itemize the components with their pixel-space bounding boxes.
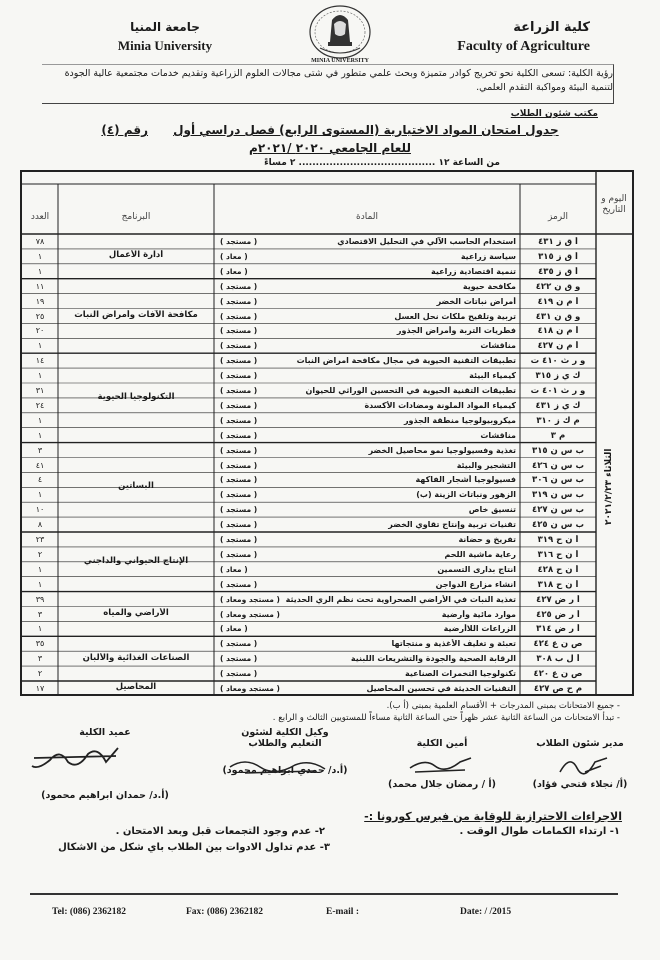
student-count: ١ — [37, 251, 43, 261]
program-name: الإنتاج الحيواني والداجني — [83, 555, 189, 566]
course-name: كيمياء المواد الملونة ومضادات الأكسدة — [364, 400, 516, 410]
course-code: ك ي ز ٤٣١ — [535, 400, 581, 411]
student-count: ١ — [37, 579, 43, 589]
enrollment-status: ( مستجد ) — [220, 669, 258, 679]
student-count: ١٧ — [35, 684, 45, 693]
course-name: تغذية النبات في الأراضي الصحراوية تحت نظم الري الحديثة — [285, 594, 516, 604]
course-code: ب س ن ٤٢٦ — [532, 460, 584, 471]
course-name: تطبيقات التقنية الحيوية في مجال مكافحة امراض النبات — [296, 356, 516, 366]
course-code: م ك ز ٣١٠ — [536, 415, 580, 426]
handwritten-signature — [405, 752, 475, 776]
faculty-vision: رؤية الكلية: تسعى الكلية نحو تخريج كوادر متميزة وبحث علمي متطور في شتى مجالات العلوم الزراعية وتقديم خدمات مجتمعية عالية الجودة لتنمية البيئة ومواكبة التقدم العلمي. — [64, 68, 613, 93]
course-name: سياسة زراعية — [460, 251, 516, 261]
signature-name: (أ.د/ حمدان ابراهيم محمود) — [41, 790, 169, 801]
student-count: ٢٥ — [35, 311, 45, 321]
handwritten-signature — [225, 755, 335, 779]
course-code: ب س ن ٣١٩ — [532, 490, 584, 501]
student-count: ٨ — [37, 520, 43, 530]
student-count: ٣١ — [35, 386, 45, 395]
enrollment-status: ( مستجد ) — [220, 490, 258, 500]
university-name-en: Minia University — [117, 38, 213, 53]
precaution-item: ٣- عدم تداول الادوات بين الطلاب باي شكل من الاشكال — [58, 842, 330, 853]
student-count: ٣ — [37, 609, 43, 619]
logo-caption: MINIA UNIVERSITY — [311, 58, 369, 64]
signature-name: (أ.د/ حمدي ابراهيم محمود) — [222, 765, 348, 776]
course-name: رعاية ماشية اللحم — [444, 549, 516, 559]
enrollment-status: ( مستجد ) — [220, 386, 258, 395]
student-count: ٢ — [37, 549, 43, 559]
student-count: ١ — [37, 564, 43, 574]
enrollment-status: ( مستجد ومعاد ) — [220, 684, 280, 693]
course-code: أ ر ض ٤٢٧ — [536, 594, 580, 605]
enrollment-status: ( مستجد ) — [220, 475, 258, 485]
footer-divider — [30, 893, 618, 895]
course-code: أ م ن ٤١٩ — [537, 296, 579, 307]
course-name: تنمية اقتصادية زراعية — [431, 266, 516, 276]
signature-title: أمين الكلية — [416, 738, 468, 749]
course-name: فسيولوجيا أشجار الفاكهة — [415, 475, 516, 485]
course-code: أ م ن ٤١٨ — [537, 326, 579, 337]
enrollment-status: ( معاد ) — [220, 624, 248, 634]
enrollment-status: ( مستجد ) — [220, 341, 258, 351]
footer-email: E-mail : — [326, 907, 359, 917]
header-count: العدد — [30, 212, 50, 222]
course-name: تكنولوجيا التخمرات الصناعية — [405, 669, 516, 679]
course-code: أ ن ح ٣١٨ — [537, 579, 579, 590]
course-name: تفريخ و حضانة — [458, 535, 516, 544]
note-line: - تبدأ الامتحانات من الساعة الثانية عشر ظهراً حتى الساعة الثانية مساءاً للمستويين الثالث و الرابع . — [272, 713, 620, 723]
enrollment-status: ( مستجد ) — [220, 311, 258, 321]
student-count: ١ — [37, 624, 43, 634]
course-code: ص ن ع ٤٢٤ — [533, 639, 583, 650]
course-name: الرقابة الصحية والجودة والتشريعات اللبنية — [350, 654, 516, 664]
course-name: مناقشات — [480, 430, 516, 440]
student-count: ١٤ — [35, 356, 45, 366]
course-code: أ ن ح ٣١٦ — [537, 549, 579, 560]
course-code: و ر ث ٤٠١ ت — [530, 386, 586, 396]
course-name: كيمياء البيئة — [469, 371, 516, 381]
exam-schedule-table — [20, 170, 634, 696]
course-name: فطريات التربة وأمراض الجذور — [396, 326, 516, 336]
program-name: التكنولوجيا الحيوية — [97, 391, 175, 402]
course-name: أمراض نباتات الخضر — [436, 296, 516, 306]
enrollment-status: ( مستجد ) — [220, 356, 258, 366]
enrollment-status: ( مستجد ) — [220, 415, 258, 425]
course-code: ك ي ز ٣١٥ — [535, 371, 581, 382]
enrollment-status: ( مستجد ) — [220, 400, 258, 410]
course-code: ب س ن ٣١٥ — [532, 445, 584, 456]
course-code: أ ر ض ٤٢٥ — [536, 609, 580, 620]
student-count: ٢٤ — [35, 400, 45, 410]
exam-time: من الساعة ١٢ ........................................ ٢ مساءً — [264, 158, 500, 168]
course-name: مناقشات — [480, 341, 516, 351]
footer-fax: Fax: (086) 2362182 — [186, 907, 264, 917]
course-code: أ ق ز ٤٣٥ — [538, 266, 578, 277]
footer-date: Date: / /2015 — [460, 907, 512, 917]
course-code: أ ق ز ٤٣١ — [538, 237, 578, 247]
enrollment-status: ( مستجد ) — [220, 639, 258, 649]
course-name: استخدام الحاسب الآلي في التحليل الاقتصادي — [337, 237, 516, 246]
university-block — [90, 20, 240, 54]
student-count: ٢٠ — [35, 326, 45, 336]
course-name: التشجير والبيئة — [456, 460, 516, 470]
course-name: تربية وتلقيح ملكات نحل العسل — [394, 311, 516, 321]
course-name: التقنيات الحديثة في تحسين المحاصيل — [366, 684, 516, 693]
course-code: و ق ن ٤٢٢ — [535, 281, 581, 292]
program-name: الأراضي والمياه — [103, 607, 169, 618]
enrollment-status: ( مستجد ) — [220, 371, 258, 381]
precaution-item: ٢- عدم وجود التجمعات قبل وبعد الامتحان . — [115, 826, 325, 837]
student-count: ٧٨ — [35, 237, 45, 246]
schedule-title — [0, 123, 660, 137]
course-code: أ ن ح ٣١٩ — [537, 535, 579, 545]
header-code: الرمز — [548, 212, 568, 222]
signature-name: (أ / رمضان جلال محمد) — [388, 779, 496, 790]
course-name: انشاء مزارع الدواجن — [435, 579, 516, 589]
signature-title: وكيل الكلية لشئون التعليم والطلاب — [241, 727, 329, 749]
course-code: أ ق ز ٣١٥ — [538, 251, 578, 262]
course-name: تنسيق خاص — [468, 505, 516, 515]
course-name: تعبئة و تغليف الأغذية و منتجاتها — [391, 639, 516, 649]
course-name: ميكروبيولوجيا منطقة الجذور — [403, 415, 516, 425]
student-count: ١ — [37, 266, 43, 276]
enrollment-status: ( مستجد ) — [220, 654, 258, 664]
course-name: تقنيات تربية وإنتاج تقاوي الخضر — [388, 520, 516, 530]
university-logo-icon — [300, 4, 380, 64]
faculty-name-en: Faculty of Agriculture — [457, 39, 590, 54]
course-name: مكافحة حيوية — [462, 281, 516, 291]
enrollment-status: ( مستجد ) — [220, 326, 258, 336]
student-count: ٣٩ — [35, 594, 45, 604]
course-code: أ م ن ٤٢٧ — [537, 341, 579, 352]
enrollment-status: ( مستجد ومعاد ) — [220, 609, 280, 619]
course-name: الزراعات اللاأرضية — [443, 624, 516, 634]
student-count: ١ — [37, 430, 43, 440]
student-count: ١ — [37, 371, 43, 381]
student-count: ٢ — [37, 669, 43, 679]
student-count: ١ — [37, 415, 43, 425]
enrollment-status: ( مستجد ) — [220, 460, 258, 470]
faculty-name-ar: كلية الزراعة — [513, 20, 590, 35]
course-code: م ح ص ٤٢٧ — [533, 684, 583, 694]
enrollment-status: ( مستجد ) — [220, 579, 258, 589]
program-name: أدارة الأعمال — [108, 250, 164, 261]
enrollment-status: ( مستجد ومعاد ) — [220, 594, 280, 604]
handwritten-signature — [555, 750, 615, 780]
schedule-number: رقم (٤) — [101, 123, 149, 137]
footer-tel: Tel: (086) 2362182 — [52, 907, 127, 917]
enrollment-status: ( مستجد ) — [220, 430, 258, 440]
signature-title: مدير شئون الطلاب — [536, 738, 624, 749]
signature-title: عميد الكلية — [79, 727, 131, 738]
student-count: ١٩ — [35, 296, 45, 306]
enrollment-status: ( مستجد ) — [220, 549, 258, 559]
enrollment-status: ( معاد ) — [220, 251, 248, 261]
course-name: تغذية وفسيولوجيا نمو محاصيل الخضر — [368, 445, 516, 455]
student-count: ٣ — [37, 654, 43, 664]
student-count: ٤١ — [35, 460, 45, 470]
course-name: تطبيقات التقنية الحيوية في التحسين الوراثي للحيوان — [305, 386, 516, 395]
program-name: المحاصيل — [115, 682, 157, 693]
course-code: ب س ن ٣٠٦ — [532, 475, 584, 486]
enrollment-status: ( معاد ) — [220, 564, 248, 574]
course-name: الزهور ونباتات الزينة (ب) — [416, 490, 516, 500]
enrollment-status: ( مستجد ) — [220, 445, 258, 455]
program-name: مكافحة الآفات وأمراض النبات — [74, 309, 198, 320]
enrollment-status: ( مستجد ) — [220, 281, 258, 291]
enrollment-status: ( معاد ) — [220, 266, 248, 276]
exam-notes — [20, 700, 620, 724]
student-count: ٢٣ — [35, 535, 45, 544]
student-count: ١٠ — [35, 505, 45, 515]
enrollment-status: ( مستجد ) — [220, 296, 258, 306]
enrollment-status: ( مستجد ) — [220, 520, 258, 530]
handwritten-signature — [28, 740, 123, 776]
student-count: ١ — [37, 490, 43, 500]
student-count: ١ — [37, 341, 43, 351]
enrollment-status: ( مستجد ) — [220, 505, 258, 515]
course-code: م ٣ — [550, 430, 566, 441]
course-code: ص ن ع ٤٢٠ — [533, 669, 583, 680]
course-code: ب س ن ٤٢٥ — [532, 520, 584, 531]
schedule-title-text: جدول امتحان المواد الاختيارية (المستوى الرابع) فصل دراسي أول — [173, 123, 559, 137]
header-day-date: اليوم و التاريخ — [601, 194, 627, 215]
course-code: ب س ن ٤٢٧ — [532, 505, 584, 516]
course-code: و ر ث ٤١٠ ت — [530, 356, 586, 367]
course-code: و ق ن ٤٣١ — [535, 311, 581, 322]
signature-name: (أ/ نجلاء فتحي فؤاد) — [532, 779, 628, 790]
office-label: مكتب شئون الطلاب — [510, 109, 598, 119]
course-code: أ ن ح ٤٢٨ — [537, 564, 579, 575]
program-name: البساتين — [118, 481, 154, 492]
header-program: البرنامج — [121, 212, 151, 222]
student-count: ٤ — [37, 475, 43, 485]
course-name: موارد مائية وأرضية — [441, 609, 516, 619]
exam-date: الثلاثاء ٢٠٢١/٢/٢٣ — [604, 448, 614, 526]
note-line: - جميع الامتحانات بمبنى المدرجات + الأقسام العلمية بمبنى (أ ب). — [386, 701, 620, 711]
course-name: انتاج بدارى التسمين — [437, 564, 516, 574]
course-code: أ ر ض ٣١٤ — [536, 624, 580, 635]
program-name: الصناعات الغذائية والألبان — [82, 652, 190, 663]
student-count: ١١ — [35, 281, 45, 291]
header-subject: المادة — [356, 212, 378, 222]
precautions-title: الاجراءات الاحترازية للوقاية من فيرس كورونا :- — [364, 810, 622, 823]
course-code: أ ل ب ٣٠٨ — [536, 654, 580, 665]
student-count: ٣٥ — [35, 639, 45, 649]
faculty-block — [430, 20, 590, 55]
enrollment-status: ( مستجد ) — [220, 237, 258, 246]
enrollment-status: ( مستجد ) — [220, 535, 258, 544]
university-name-ar: جامعة المنيا — [130, 20, 200, 34]
academic-year: للعام الجامعي ٢٠٢٠ /٢٠٢١م — [249, 141, 411, 155]
student-count: ٣ — [37, 445, 43, 455]
precaution-item: ١- ارتداء الكمامات طوال الوقت . — [459, 826, 620, 837]
